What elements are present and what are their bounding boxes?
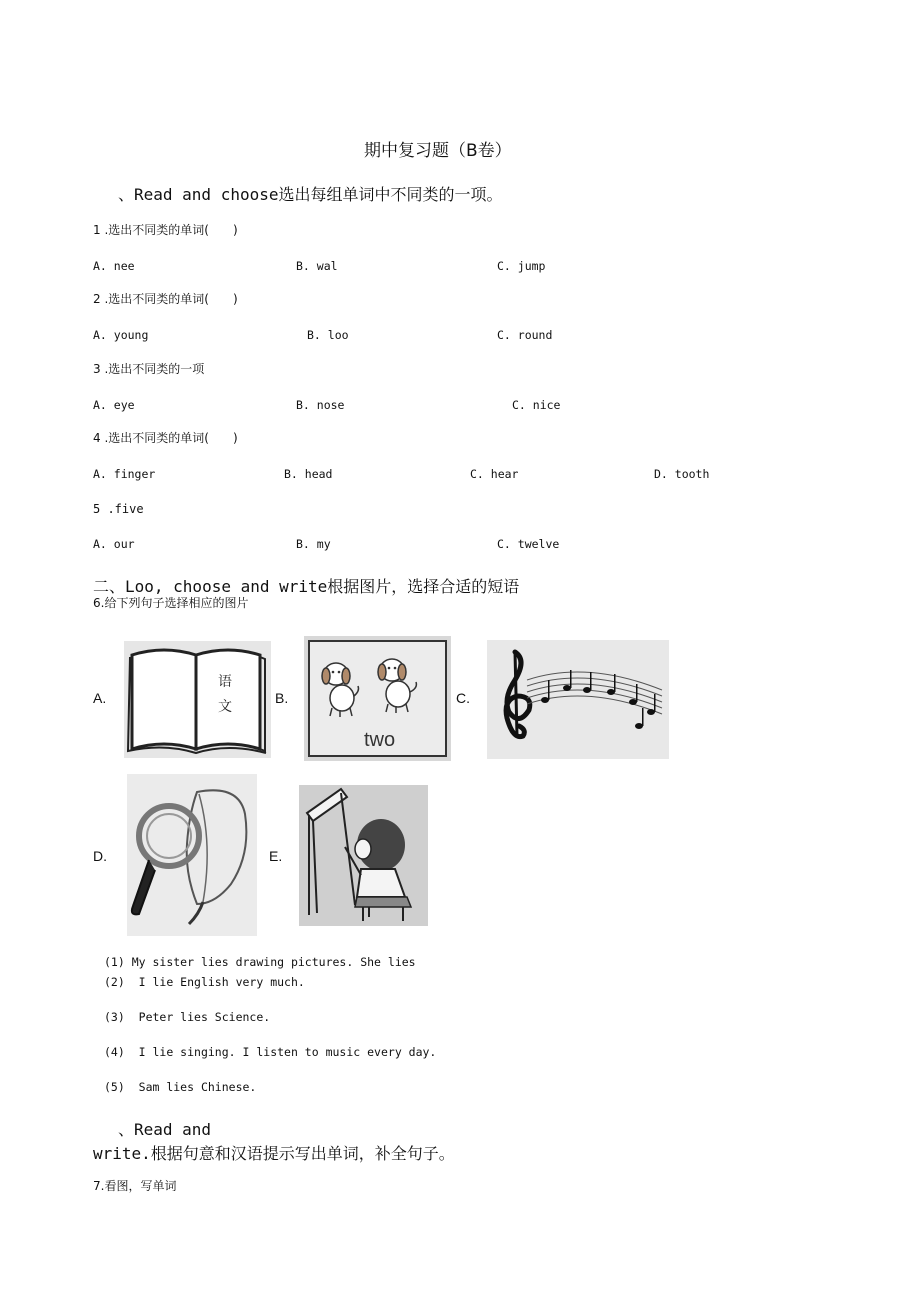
sentence-5-num: (5) — [104, 1080, 125, 1094]
magnifier-leaf-icon — [127, 774, 257, 936]
picture-d — [127, 774, 257, 936]
question-2-stem: 2 .选出不同类的单词( ) — [93, 292, 238, 306]
sentence-3-num: (3) — [104, 1010, 125, 1024]
sentence-1 — [104, 955, 416, 969]
picture-b-label: B. — [275, 690, 289, 706]
q1-option-a: A. nee — [93, 259, 135, 273]
sentence-3 — [104, 1010, 270, 1024]
page-title: 期中复习题（B卷） — [364, 141, 512, 161]
picture-e — [299, 785, 428, 926]
sentence-3-text: Peter lies Science. — [138, 1010, 271, 1024]
q5-option-c: C. twelve — [497, 537, 560, 551]
sentence-1-text: My sister lies drawing pictures. She lies — [131, 955, 416, 969]
book-char-2: 文 — [218, 699, 232, 715]
q5-option-a: A. our — [93, 537, 135, 551]
picture-b — [304, 636, 451, 761]
girl-painting-icon — [299, 785, 428, 926]
picture-c-label: C. — [456, 690, 470, 706]
q4-option-b: B. head — [284, 467, 333, 481]
sentence-4 — [104, 1045, 436, 1059]
question-1-stem: 1 .选出不同类的单词( ) — [93, 223, 238, 237]
sentence-4-text: I lie singing. I listen to music every day. — [138, 1045, 437, 1059]
picture-a — [124, 641, 271, 758]
question-5-stem: 5 .five — [93, 502, 144, 516]
q2-option-a: A. young — [93, 328, 149, 342]
picture-e-label: E. — [269, 848, 283, 864]
q5-option-b: B. my — [296, 537, 331, 551]
sentence-5-text: Sam lies Chinese. — [138, 1080, 257, 1094]
sentence-2-num: (2) — [104, 975, 125, 989]
section1-heading: 、Read and choose选出每组单词中不同类的一项。 — [118, 185, 503, 204]
question-3-stem: 3 .选出不同类的一项 — [93, 362, 205, 376]
q2-option-c: C. round — [497, 328, 553, 342]
section3-heading-line2: write.根据句意和汉语提示写出单词，补全句子。 — [93, 1144, 455, 1163]
q3-option-c: C. nice — [512, 398, 561, 412]
picture-b-word: two — [364, 729, 396, 751]
q1-option-c: C. jump — [497, 259, 546, 273]
question-4-stem: 4 .选出不同类的单词( ) — [93, 431, 238, 445]
chinese-book-icon — [124, 641, 271, 758]
two-dogs-icon — [304, 636, 451, 761]
q4-option-a: A. finger — [93, 467, 156, 481]
picture-d-label: D. — [93, 848, 107, 864]
music-notes-icon — [487, 640, 669, 759]
q1-option-b: B. wal — [296, 259, 338, 273]
q4-option-c: C. hear — [470, 467, 519, 481]
section2-heading: 二、Loo, choose and write根据图片，选择合适的短语 — [93, 577, 520, 596]
sentence-5 — [104, 1080, 256, 1094]
sentence-2-text: I lie English very much. — [138, 975, 305, 989]
book-char-1: 语 — [218, 674, 232, 690]
sentence-1-num: (1) — [104, 955, 125, 969]
q2-option-b: B. loo — [307, 328, 349, 342]
picture-c — [487, 640, 669, 759]
q3-option-b: B. nose — [296, 398, 345, 412]
q4-option-d: D. tooth — [654, 467, 710, 481]
sentence-4-num: (4) — [104, 1045, 125, 1059]
picture-a-label: A. — [93, 690, 107, 706]
question-7-stem: 7.看图，写单词 — [93, 1179, 177, 1193]
section3-heading-line1: 、Read and — [118, 1120, 212, 1139]
question-6-stem: 6.给下列句子选择相应的图片 — [93, 596, 249, 610]
q3-option-a: A. eye — [93, 398, 135, 412]
sentence-2 — [104, 975, 305, 989]
